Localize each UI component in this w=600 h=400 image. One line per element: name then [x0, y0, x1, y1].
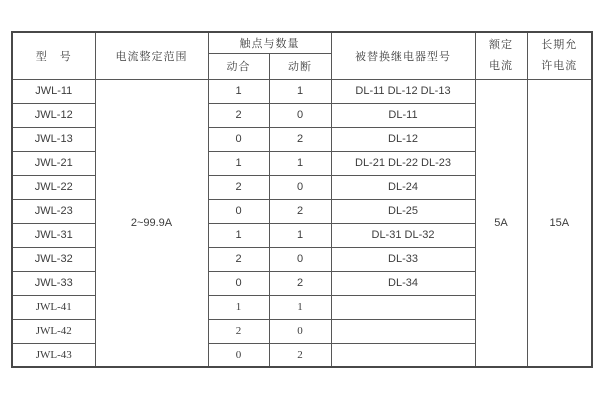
nc-contact-cell: 2	[269, 271, 331, 295]
replaced-models-cell: DL-21 DL-22 DL-23	[331, 151, 475, 175]
table-row	[12, 79, 592, 103]
header-replaced-relay-model: 被替换继电器型号	[331, 32, 475, 79]
nc-contact-cell: 0	[269, 247, 331, 271]
model-cell: JWL-42	[12, 319, 95, 343]
model-cell: JWL-11	[12, 79, 95, 103]
header-rated-current	[475, 32, 527, 79]
replaced-models-cell: DL-33	[331, 247, 475, 271]
no-contact-cell: 0	[208, 127, 269, 151]
model-cell: JWL-21	[12, 151, 95, 175]
nc-contact-cell: 1	[269, 79, 331, 103]
nc-contact-cell: 0	[269, 319, 331, 343]
model-cell: JWL-31	[12, 223, 95, 247]
no-contact-cell: 1	[208, 223, 269, 247]
replaced-models-cell	[331, 295, 475, 319]
header-longterm-line2: 许电流	[541, 59, 578, 72]
longterm-current-merged-cell: 15A	[527, 79, 592, 367]
header-normally-closed: 动断	[269, 53, 331, 79]
relay-spec-table	[11, 31, 593, 368]
no-contact-cell: 1	[208, 79, 269, 103]
no-contact-cell: 0	[208, 343, 269, 367]
nc-contact-cell: 1	[269, 295, 331, 319]
header-rated-current-line1: 额定	[489, 38, 513, 51]
replaced-models-cell: DL-25	[331, 199, 475, 223]
range-merged-cell: 2~99.9A	[95, 79, 208, 367]
replaced-models-cell: DL-31 DL-32	[331, 223, 475, 247]
model-cell: JWL-32	[12, 247, 95, 271]
nc-contact-cell: 0	[269, 103, 331, 127]
nc-contact-cell: 1	[269, 223, 331, 247]
no-contact-cell: 0	[208, 271, 269, 295]
no-contact-cell: 1	[208, 151, 269, 175]
header-normally-open: 动合	[208, 53, 269, 79]
no-contact-cell: 1	[208, 295, 269, 319]
rated-current-merged-cell: 5A	[475, 79, 527, 367]
replaced-models-cell: DL-12	[331, 127, 475, 151]
replaced-models-cell	[331, 319, 475, 343]
replaced-models-cell: DL-24	[331, 175, 475, 199]
model-cell: JWL-23	[12, 199, 95, 223]
model-cell: JWL-43	[12, 343, 95, 367]
header-model: 型 号	[12, 32, 95, 79]
replaced-models-cell: DL-11 DL-12 DL-13	[331, 79, 475, 103]
model-cell: JWL-22	[12, 175, 95, 199]
header-longterm-line1: 长期允	[541, 38, 578, 51]
header-current-setting-range: 电流整定范围	[95, 32, 208, 79]
header-row-1	[12, 32, 592, 53]
replaced-models-cell: DL-34	[331, 271, 475, 295]
replaced-models-cell	[331, 343, 475, 367]
nc-contact-cell: 1	[269, 151, 331, 175]
model-cell: JWL-12	[12, 103, 95, 127]
nc-contact-cell: 0	[269, 175, 331, 199]
nc-contact-cell: 2	[269, 127, 331, 151]
header-rated-current-line2: 电流	[489, 59, 513, 72]
model-cell: JWL-41	[12, 295, 95, 319]
no-contact-cell: 2	[208, 103, 269, 127]
replaced-models-cell: DL-11	[331, 103, 475, 127]
header-longterm-allowed-current	[527, 32, 592, 79]
no-contact-cell: 2	[208, 247, 269, 271]
model-cell: JWL-33	[12, 271, 95, 295]
model-cell: JWL-13	[12, 127, 95, 151]
header-contacts-quantity: 触点与数量	[208, 32, 331, 53]
nc-contact-cell: 2	[269, 199, 331, 223]
no-contact-cell: 2	[208, 175, 269, 199]
nc-contact-cell: 2	[269, 343, 331, 367]
no-contact-cell: 0	[208, 199, 269, 223]
no-contact-cell: 2	[208, 319, 269, 343]
